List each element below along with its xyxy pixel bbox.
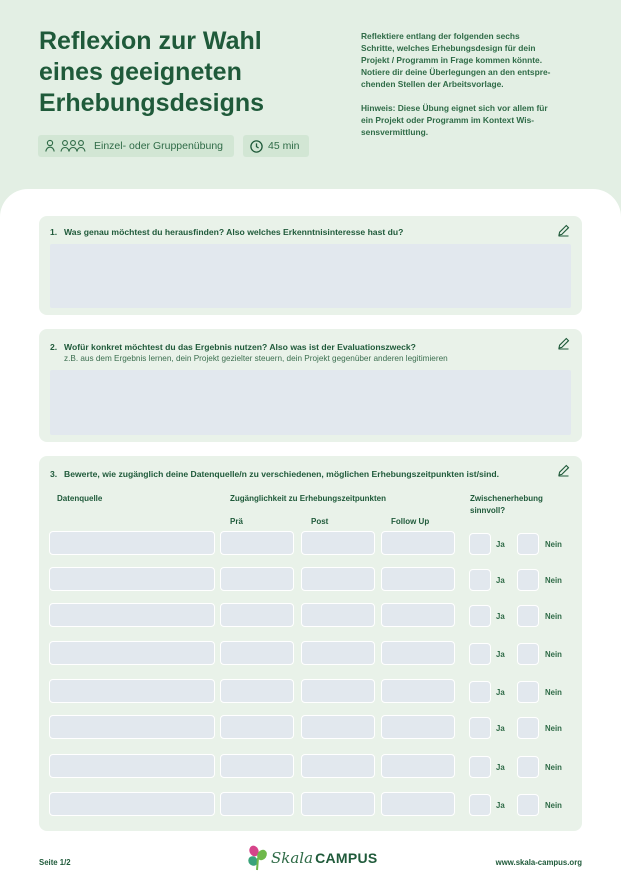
post-field[interactable] (301, 603, 375, 627)
column-header-pre: Prä (230, 517, 243, 526)
group-exercise-chip (38, 135, 234, 157)
follow-up-field[interactable] (381, 754, 455, 778)
yes-checkbox[interactable] (469, 756, 491, 778)
answer-field-2[interactable] (50, 370, 571, 435)
no-label: Nein (545, 540, 562, 549)
source-field[interactable] (49, 715, 215, 739)
pencil-icon (557, 337, 570, 350)
clock-icon (250, 140, 263, 153)
page-number: Seite 1/2 (39, 858, 71, 867)
source-field[interactable] (49, 603, 215, 627)
hint-line: sensvermittlung. (361, 127, 429, 137)
pencil-icon (557, 224, 570, 237)
question-2-panel (39, 329, 582, 442)
no-label: Nein (545, 612, 562, 621)
title-line-3: Erhebungsdesigns (39, 89, 265, 117)
interim-header-line: sinnvoll? (470, 506, 506, 515)
post-field[interactable] (301, 679, 375, 703)
question-3-label (50, 469, 499, 479)
post-field[interactable] (301, 792, 375, 816)
question-1-label (50, 227, 403, 237)
column-header-post: Post (311, 517, 329, 526)
no-checkbox[interactable] (517, 569, 539, 591)
pre-field[interactable] (220, 567, 294, 591)
source-field[interactable] (49, 679, 215, 703)
pre-field[interactable] (220, 531, 294, 555)
pre-field[interactable] (220, 679, 294, 703)
source-field[interactable] (49, 641, 215, 665)
pencil-icon (557, 464, 570, 477)
flower-logo-icon (247, 845, 269, 871)
question-2-hint: z.B. aus dem Ergebnis lernen, dein Projekt gezielter steuern, dein Projekt gegenüber anderen legitimieren (64, 354, 448, 363)
question-text: Wofür konkret möchtest du das Ergebnis nutzen? Also was ist der Evaluationszweck? (64, 342, 416, 352)
pre-field[interactable] (220, 715, 294, 739)
duration-chip (243, 135, 309, 157)
yes-checkbox[interactable] (469, 605, 491, 627)
logo-campus-text: CAMPUS (315, 850, 378, 866)
question-text: Bewerte, wie zugänglich deine Datenquelle/n zu verschiedenen, möglichen Erhebungszeitpunkten ist/sind. (64, 469, 500, 479)
yes-label: Ja (496, 801, 505, 810)
group-exercise-label: Einzel- oder Gruppenübung (94, 140, 224, 152)
title-line-1: Reflexion zur Wahl (39, 27, 262, 55)
question-text: Was genau möchtest du herausfinden? Also welches Erkenntnisinteresse hast du? (64, 227, 404, 237)
follow-up-field[interactable] (381, 715, 455, 739)
yes-label: Ja (496, 763, 505, 772)
source-field[interactable] (49, 754, 215, 778)
hint-line: ein Projekt oder Programm im Kontext Wis- (361, 115, 535, 125)
no-checkbox[interactable] (517, 605, 539, 627)
page-title (39, 26, 339, 119)
intro-line: Projekt / Programm in Frage kommen könnte. (361, 55, 543, 65)
source-field[interactable] (49, 567, 215, 591)
source-field[interactable] (49, 531, 215, 555)
question-number: 3. (50, 469, 58, 479)
no-checkbox[interactable] (517, 643, 539, 665)
pre-field[interactable] (220, 754, 294, 778)
no-label: Nein (545, 688, 562, 697)
person-group-icon (45, 139, 89, 153)
column-header-follow-up: Follow Up (391, 517, 430, 526)
post-field[interactable] (301, 567, 375, 591)
intro-text (361, 30, 596, 150)
post-field[interactable] (301, 754, 375, 778)
pre-field[interactable] (220, 792, 294, 816)
question-number: 2. (50, 342, 58, 352)
yes-checkbox[interactable] (469, 794, 491, 816)
post-field[interactable] (301, 715, 375, 739)
duration-label: 45 min (268, 140, 300, 152)
yes-checkbox[interactable] (469, 643, 491, 665)
yes-label: Ja (496, 612, 505, 621)
follow-up-field[interactable] (381, 679, 455, 703)
follow-up-field[interactable] (381, 641, 455, 665)
intro-line: Notiere dir deine Überlegungen an den entspre- (361, 67, 551, 77)
question-number: 1. (50, 227, 58, 237)
intro-paragraph (361, 30, 596, 90)
no-checkbox[interactable] (517, 717, 539, 739)
yes-checkbox[interactable] (469, 569, 491, 591)
pre-field[interactable] (220, 641, 294, 665)
question-1-panel (39, 216, 582, 315)
logo-script-text: Skala (271, 849, 314, 867)
pre-field[interactable] (220, 603, 294, 627)
no-checkbox[interactable] (517, 533, 539, 555)
column-header-source: Datenquelle (57, 494, 103, 503)
intro-line: Schritte, welches Erhebungsdesign für dein (361, 43, 536, 53)
interim-header-line: Zwischenerhebung (470, 494, 543, 503)
question-3-panel (39, 456, 582, 831)
yes-label: Ja (496, 540, 505, 549)
no-label: Nein (545, 724, 562, 733)
post-field[interactable] (301, 641, 375, 665)
no-checkbox[interactable] (517, 681, 539, 703)
question-2-label (50, 342, 416, 352)
hint-line: Hinweis: Diese Übung eignet sich vor allem für (361, 103, 548, 113)
intro-line: Reflektiere entlang der folgenden sechs (361, 31, 520, 41)
intro-line: chenden Stellen der Arbeitsvorlage. (361, 79, 504, 89)
no-label: Nein (545, 763, 562, 772)
no-label: Nein (545, 801, 562, 810)
yes-label: Ja (496, 724, 505, 733)
follow-up-field[interactable] (381, 792, 455, 816)
no-label: Nein (545, 650, 562, 659)
yes-checkbox[interactable] (469, 533, 491, 555)
follow-up-field[interactable] (381, 567, 455, 591)
answer-field-1[interactable] (50, 244, 571, 308)
title-line-2: eines geeigneten (39, 58, 242, 86)
yes-checkbox[interactable] (469, 681, 491, 703)
yes-label: Ja (496, 650, 505, 659)
hint-paragraph (361, 102, 596, 138)
no-checkbox[interactable] (517, 794, 539, 816)
column-header-interim (470, 493, 543, 517)
yes-label: Ja (496, 576, 505, 585)
website-url[interactable]: www.skala-campus.org (495, 858, 582, 867)
yes-label: Ja (496, 688, 505, 697)
post-field[interactable] (301, 531, 375, 555)
column-header-accessibility: Zugänglichkeit zu Erhebungszeitpunkten (230, 494, 387, 503)
no-checkbox[interactable] (517, 756, 539, 778)
source-field[interactable] (49, 792, 215, 816)
skala-campus-logo (247, 845, 378, 871)
follow-up-field[interactable] (381, 603, 455, 627)
yes-checkbox[interactable] (469, 717, 491, 739)
follow-up-field[interactable] (381, 531, 455, 555)
no-label: Nein (545, 576, 562, 585)
